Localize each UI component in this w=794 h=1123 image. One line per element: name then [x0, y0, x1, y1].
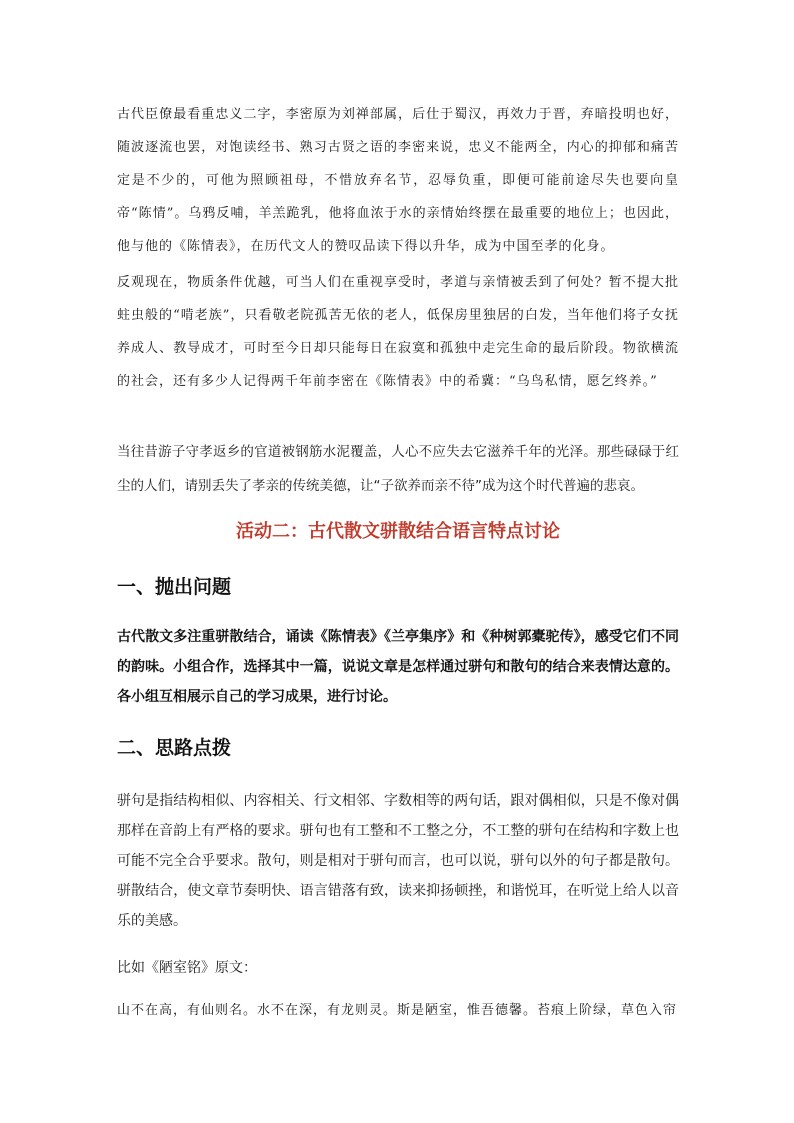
section-heading-guidance: 二、思路点拨	[117, 737, 232, 759]
essay-paragraph-1: 古代臣僚最看重忠义二字，李密原为刘禅部属，后仕于蜀汉，再效力于晋，弃暗投明也好，随波逐流也罢，对饱读经书、熟习古贤之语的李密来说，忠义不能两全，内心的抑郁和痛苦定是不少的，可他为照顾祖母，不惜放弃名节，忍辱负重，即便可能前途尽失也要向皇帝“陈情”。乌鸦反哺，羊羔跪乳，他将血浓于水的亲情始终摆在最重要的地位上；也因此，他与他的《陈情表》，在历代文人的赞叹品读下得以升华，成为中国至孝的化身。	[117, 107, 679, 254]
example-intro: 比如《陋室铭》原文：	[117, 960, 257, 976]
activity-title: 活动二：古代散文骈散结合语言特点讨论	[236, 521, 560, 542]
essay-paragraph-2: 反观现在，物质条件优越，可当人们在重视享受时，孝道与亲情被丢到了何处？暂不提大批蛀虫般的“啃老族”，只看敬老院孤苦无依的老人，低保房里独居的白发，当年他们将子女抚养成人、教导成才，可时至今日却只能每日在寂寞和孤独中走完生命的最后阶段。物欲横流的社会，还有多少人记得两千年前李密在《陈情表》中的希冀：“乌鸟私情，愿乞终养。”	[117, 275, 679, 389]
section-2-text: 骈句是指结构相似、内容相关、行文相邻、字数相等的两句话，跟对偶相似，只是不像对偶那样在音韵上有严格的要求。骈句也有工整和不工整之分，不工整的骈句在结构和字数上也可能不完全合乎要求。散句，则是相对于骈句而言，也可以说，骈句以外的句子都是散句。骈散结合，使文章节奏明快、语言错落有致，读来抑扬顿挫，和谐悦耳，在听觉上给人以音乐的美感。	[117, 793, 679, 929]
section-1-text: 古代散文多注重骈散结合，诵读《陈情表》《兰亭集序》和《种树郭橐驼传》，感受它们不同的韵味。小组合作，选择其中一篇，说说文章是怎样通过骈句和散句的结合来表情达意的。各小组互相展示自己的学习成果，进行讨论。	[117, 629, 679, 705]
section-heading-raise-question: 一、抛出问题	[117, 576, 232, 598]
example-text: 山不在高，有仙则名。水不在深，有龙则灵。斯是陋室，惟吾德馨。苔痕上阶绿，草色入帘	[117, 1003, 678, 1018]
essay-paragraph-3: 当往昔游子守孝返乡的官道被钢筋水泥覆盖，人心不应失去它滋养千年的光泽。那些碌碌于红尘的人们，请别丢失了孝亲的传统美德，让“子欲养而亲不待”成为这个时代普遍的悲哀。	[117, 444, 679, 494]
